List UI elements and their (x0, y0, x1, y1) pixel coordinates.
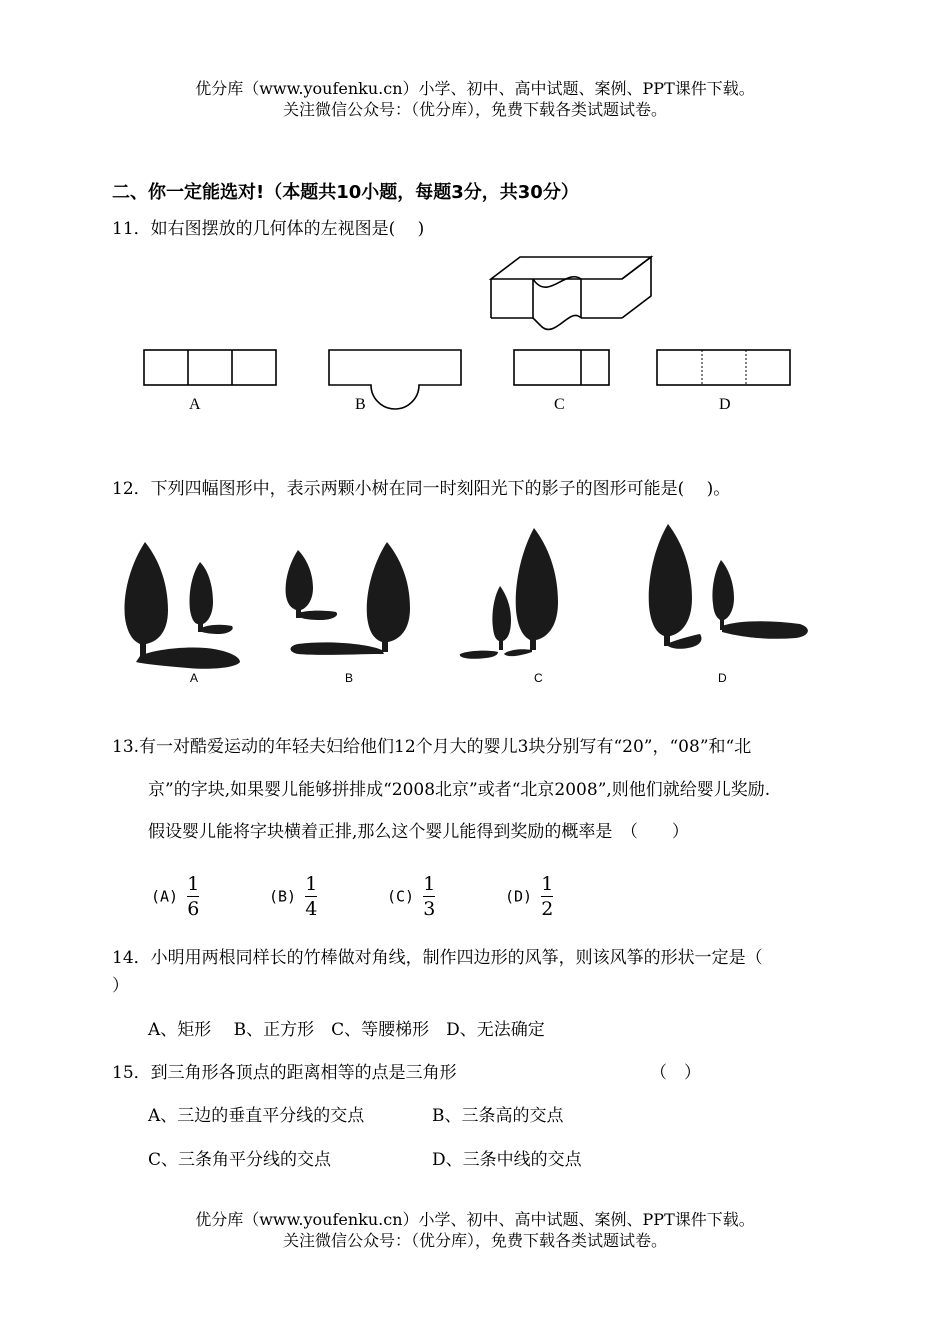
question-14-options: A、矩形 B、正方形 C、等腰梯形 D、无法确定 (148, 1020, 545, 1040)
q12-label-b: B (345, 671, 354, 685)
q13-option-b-label: (B) (269, 887, 297, 906)
q11-figures (0, 0, 950, 430)
question-15-text: 15．到三角形各顶点的距离相等的点是三角形 (112, 1063, 457, 1083)
denominator: 6 (187, 898, 200, 920)
question-15-option-a: A、三边的垂直平分线的交点 (148, 1106, 365, 1126)
q11-solid-figure (491, 257, 651, 329)
numerator: 1 (305, 873, 318, 895)
question-15-answer-paren: （ ） (650, 1063, 701, 1083)
q13-option-d-fraction (541, 874, 553, 919)
q13-option-c-fraction (423, 874, 435, 919)
q12-option-b-figure (286, 542, 410, 655)
q13-option-a-fraction (187, 874, 199, 919)
q11-label-b: B (355, 396, 366, 413)
footer-line-2: 关注微信公众号：（优分库），免费下载各类试题试卷。 (282, 1231, 667, 1250)
q13-option-c (387, 874, 435, 919)
fraction-bar (423, 896, 435, 897)
q13-option-c-label: (C) (387, 887, 415, 906)
denominator: 2 (541, 898, 554, 920)
denominator: 3 (423, 898, 436, 920)
q13-option-d-label: (D) (505, 887, 533, 906)
q13-option-d (505, 874, 553, 919)
q11-option-a-figure (144, 350, 276, 385)
question-14-line-1: 14．小明用两根同样长的竹棒做对角线，制作四边形的风筝，则该风筝的形状一定是（ (112, 948, 763, 968)
fraction-bar (541, 896, 553, 897)
q11-label-d: D (719, 396, 731, 413)
q12-option-c-figure (460, 528, 558, 659)
numerator: 1 (423, 873, 436, 895)
fraction-bar (187, 896, 199, 897)
footer-line-1: 优分库（www.youfenku.cn）小学、初中、高中试题、案例、PPT课件下载。 (195, 1210, 755, 1229)
question-13-line-2: 京”的字块,如果婴儿能够拼排成“2008北京”或者“北京2008”,则他们就给婴儿奖励. (148, 780, 771, 800)
q11-option-c-figure (514, 350, 609, 385)
header-line-2: 关注微信公众号：（优分库），免费下载各类试题试卷。 (282, 100, 667, 119)
q13-option-a-label: (A) (151, 887, 179, 906)
question-13-line-3: 假设婴儿能将字块横着正排,那么这个婴儿能得到奖励的概率是 （ ） (148, 822, 689, 842)
q12-label-c: C (534, 671, 543, 685)
q12-option-d-figure (649, 524, 808, 649)
q13-option-a (151, 874, 199, 919)
q13-option-b-fraction (305, 874, 317, 919)
question-15-option-c: C、三条角平分线的交点 (148, 1150, 332, 1170)
fraction-bar (305, 896, 317, 897)
question-15-option-b: B、三条高的交点 (432, 1106, 564, 1126)
q11-label-a: A (189, 396, 201, 413)
question-13-line-1: 13.有一对酷爱运动的年轻夫妇给他们12个月大的婴儿3块分别写有“20”，“08”和“北 (112, 737, 752, 757)
q11-label-c: C (554, 396, 565, 413)
q12-label-d: D (718, 671, 727, 685)
numerator: 1 (541, 873, 554, 895)
question-14-line-2: ） (112, 976, 129, 996)
q11-option-b-figure (329, 350, 461, 409)
numerator: 1 (187, 873, 200, 895)
q11-option-d-figure (657, 350, 790, 385)
question-11-text: 11．如右图摆放的几何体的左视图是( ) (112, 219, 425, 239)
q13-option-b (269, 874, 317, 919)
denominator: 4 (305, 898, 318, 920)
q12-label-a: A (190, 671, 199, 685)
question-12-text: 12．下列四幅图形中，表示两颗小树在同一时刻阳光下的影子的图形可能是( )。 (112, 479, 731, 499)
header-line-1: 优分库（www.youfenku.cn）小学、初中、高中试题、案例、PPT课件下载。 (195, 79, 755, 98)
q12-tree-figures (0, 510, 950, 670)
q12-option-a-figure (125, 542, 240, 669)
question-15-option-d: D、三条中线的交点 (432, 1150, 582, 1170)
section-title: 二、你一定能选对!（本题共10小题，每题3分，共30分） (112, 182, 579, 203)
